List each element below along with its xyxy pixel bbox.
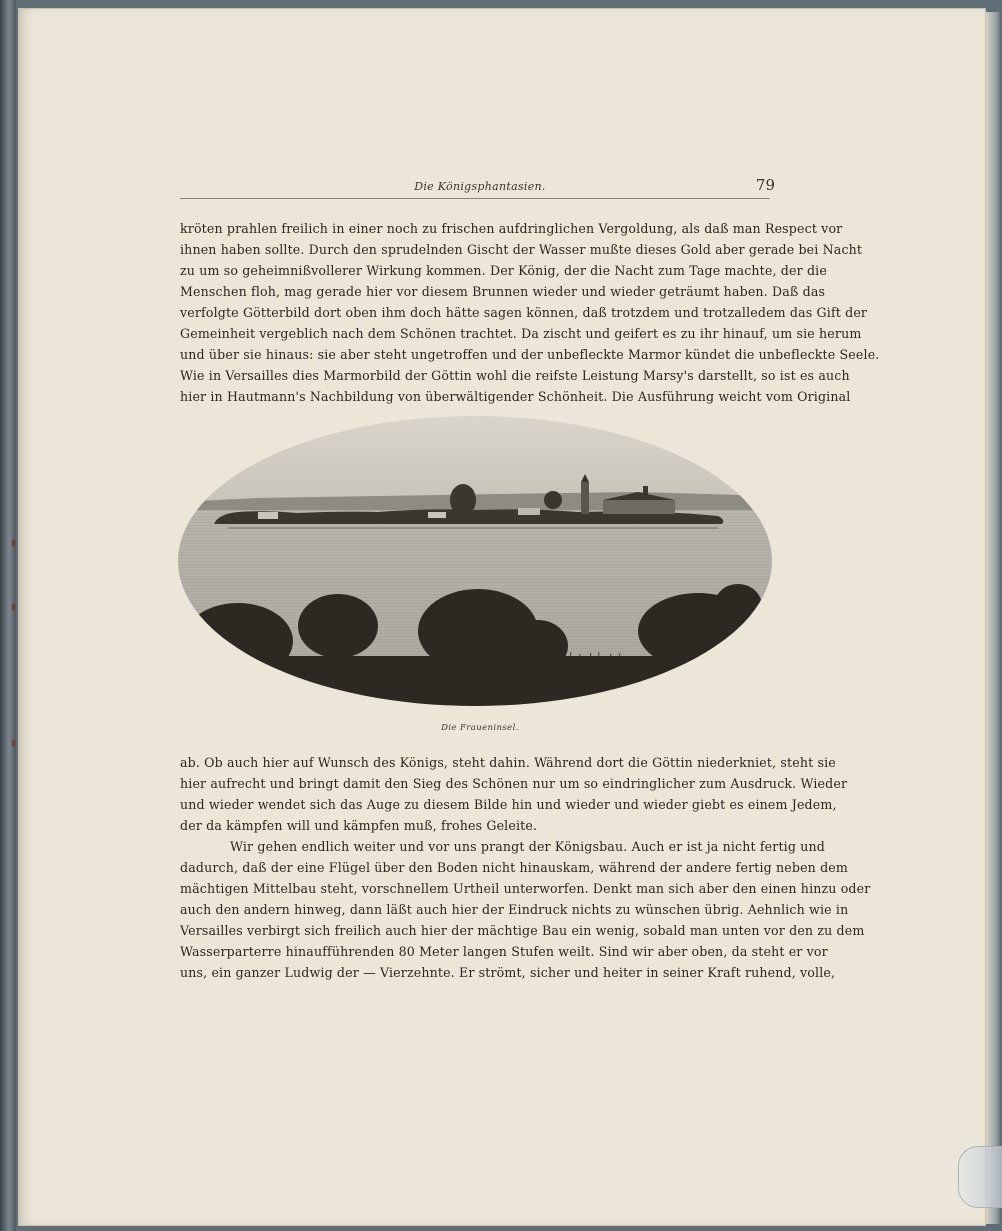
running-title: Die Königsphantasien. — [414, 180, 546, 193]
text-line: zu um so geheimnißvollerer Wirkung kommen. Der König, der die Nacht zum Tage machte, der die — [180, 263, 827, 278]
book-cover-edge — [0, 0, 16, 1231]
text-line: hier aufrecht und bringt damit den Sieg des Schönen nur um so eindringlicher zum Ausdruck. Wieder — [180, 776, 848, 791]
text-line: Menschen floh, mag gerade hier vor diesem Brunnen wieder und wieder geträumt haben. Daß das — [180, 284, 826, 299]
text-line: verfolgte Götterbild dort oben ihm doch hätte sagen können, daß trotzdem und trotzalledem das Gift der — [180, 305, 868, 320]
text-line: Wir gehen endlich weiter und vor uns prangt der Königsbau. Auch er ist ja nicht fertig und — [230, 839, 825, 854]
text-line: Wasserparterre hinaufführenden 80 Meter langen Stufen weilt. Sind wir aber oben, da steht er vor — [180, 944, 828, 959]
page-stack-edge — [986, 12, 1000, 1224]
text-line: kröten prahlen freilich in einer noch zu frischen aufdringlichen Vergoldung, als daß man Respect vor — [180, 221, 843, 236]
margin-mark — [12, 604, 15, 610]
text-line: ihnen haben sollte. Durch den sprudelnden Gischt der Wasser mußte dieses Gold aber gerade bei Nacht — [180, 242, 863, 257]
margin-mark — [12, 740, 15, 746]
text-block-bottom — [180, 752, 871, 983]
page-number: 79 — [755, 176, 775, 194]
text-line: und wieder wendet sich das Auge zu diesem Bilde hin und wieder und wieder giebt es einem Jedem, — [180, 797, 837, 812]
text-line: ab. Ob auch hier auf Wunsch des Königs, steht dahin. Während dort die Göttin niederkniet, steht sie — [180, 755, 836, 770]
text-line: der da kämpfen will und kämpfen muß, frohes Geleite. — [180, 818, 538, 833]
text-line: und über sie hinaus: sie aber steht ungetroffen und der unbefleckte Marmor kündet die unbefleckte Seele. — [180, 347, 880, 362]
text-line: Gemeinheit vergeblich nach dem Schönen trachtet. Da zischt und geifert es zu ihr hinauf, um sie herum — [180, 326, 862, 341]
text-line: hier in Hautmann's Nachbildung von überwältigender Schönheit. Die Ausführung weicht vom Original — [180, 389, 851, 404]
text-line: Wie in Versailles dies Marmorbild der Göttin wohl die reifste Leistung Marsy's darstellt, so ist es auch — [180, 368, 850, 383]
text-line: auch den andern hinweg, dann läßt auch hier der Eindruck nichts zu wünschen übrig. Aehnlich wie in — [180, 902, 849, 917]
text-line: Versailles verbirgt sich freilich auch hier der mächtige Bau ein wenig, sobald man unten vor den zu dem — [180, 923, 865, 938]
header-rule — [180, 198, 770, 199]
text-line: uns, ein ganzer Ludwig der — Vierzehnte. Er strömt, sicher und heiter in seiner Kraft ruhend, volle, — [180, 965, 836, 980]
text-block-top — [180, 218, 880, 407]
text-line: dadurch, daß der eine Flügel über den Boden nicht hinauskam, während der andere fertig neben dem — [180, 860, 848, 875]
figure-caption: Die Fraueninsel. — [441, 723, 519, 733]
text-line: mächtigen Mittelbau steht, vorschnellem Urtheil unterworfen. Denkt man sich aber den einen hinzu oder — [180, 881, 871, 896]
margin-mark — [12, 540, 15, 546]
fraueninsel-engraving — [178, 416, 772, 706]
page-clip — [958, 1146, 1002, 1208]
